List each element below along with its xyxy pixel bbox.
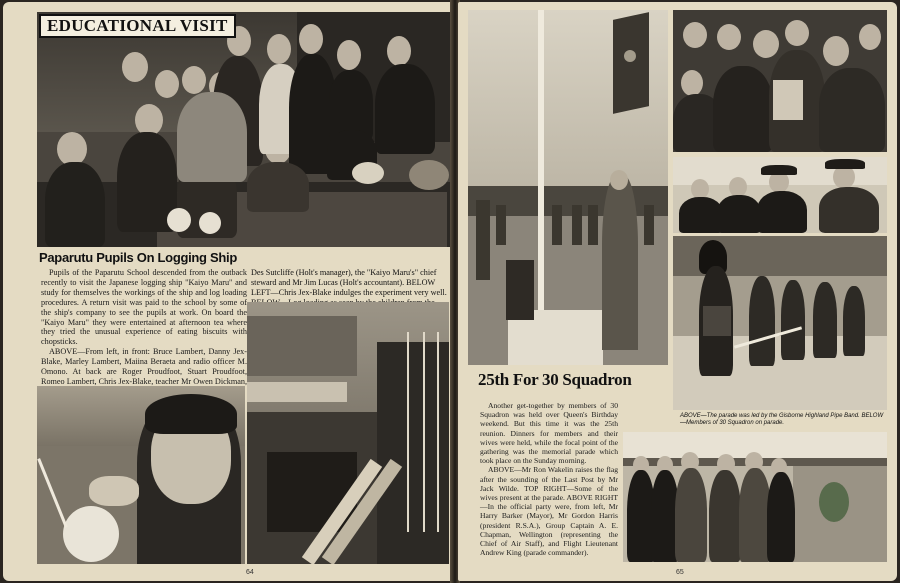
ship-deck-photo <box>247 302 449 564</box>
right-headline: 25th For 30 Squadron <box>478 370 632 389</box>
group-photo <box>37 12 451 247</box>
wives-photo <box>673 10 887 152</box>
left-body-paragraph-1: Pupils of the Paparutu School descended from the outback recently to visit the Japanese logging ship "Kaiyo Maru" and study for themselves the workings of the ship and log loading procedures. A return visit was paid to the school by some of the ship's company to see the pupils at work. On board the "Kaiyo Maru" they were entertained at afternoon tea where they tried the unusual experience of eating biscuits with chopsticks. <box>41 268 247 347</box>
right-body-paragraph-1: Another get-together by members of 30 Squadron was held over Queen's Birthday weekend. But this time it was the 25th reunion. Dinners for members and their wives were held, while the focal point of the gathering was the memorial parade which took place on the Sunday morning. <box>480 401 618 466</box>
left-body-text <box>41 268 247 397</box>
right-page <box>458 2 897 581</box>
left-body-paragraph-2: ABOVE—From left, in front: Bruce Lambert, Danny Jex-Blake, Marley Lambert, Maiina Beraeta and radio officer M. Omono. At back are Roger Proudfoot, Stuart Proudfoot, Romeo Lambert, Chris Jex-Blake, teacher Mr Owen Dickman, <box>41 347 247 386</box>
left-headline: Paparutu Pupils On Logging Ship <box>39 250 237 265</box>
left-page-number: 64 <box>246 569 254 576</box>
boy-chopsticks-photo <box>37 386 245 564</box>
official-party-photo <box>673 157 887 233</box>
squadron-parade-photo <box>623 432 887 562</box>
pipe-band-photo <box>673 236 887 410</box>
right-body-text <box>480 401 618 557</box>
section-kicker: EDUCATIONAL VISIT <box>39 14 236 38</box>
flag-raising-photo <box>468 10 668 365</box>
right-page-number: 65 <box>676 569 684 576</box>
pipe-band-caption: ABOVE—The parade was led by the Gisborne Highland Pipe Band. BELOW—Members of 30 Squadron on parade. <box>680 413 884 426</box>
left-page <box>3 2 452 581</box>
left-side-caption: Des Sutcliffe (Holt's manager), the "Kaiyo Maru's" chief steward and Mr Jim Lucas (Holt's accountant). BELOW LEFT—Chris Jex-Blake indulges the experiment very well. <box>251 268 447 297</box>
right-body-paragraph-2: ABOVE—Mr Ron Wakelin raises the flag after the sounding of the Last Post by Mr Jack Wilde. TOP RIGHT—Some of the wives present at the parade. ABOVE RIGHT—In the official party were, from left, Mr Harry Barker (Mayor), Mr Gordon Harris (president R.S.A.), Group Captain A. E. Chapman, Wellington (representing the Chief of Air Staff), and Flight Lieutenant Andrew King (parade commander). <box>480 465 618 558</box>
